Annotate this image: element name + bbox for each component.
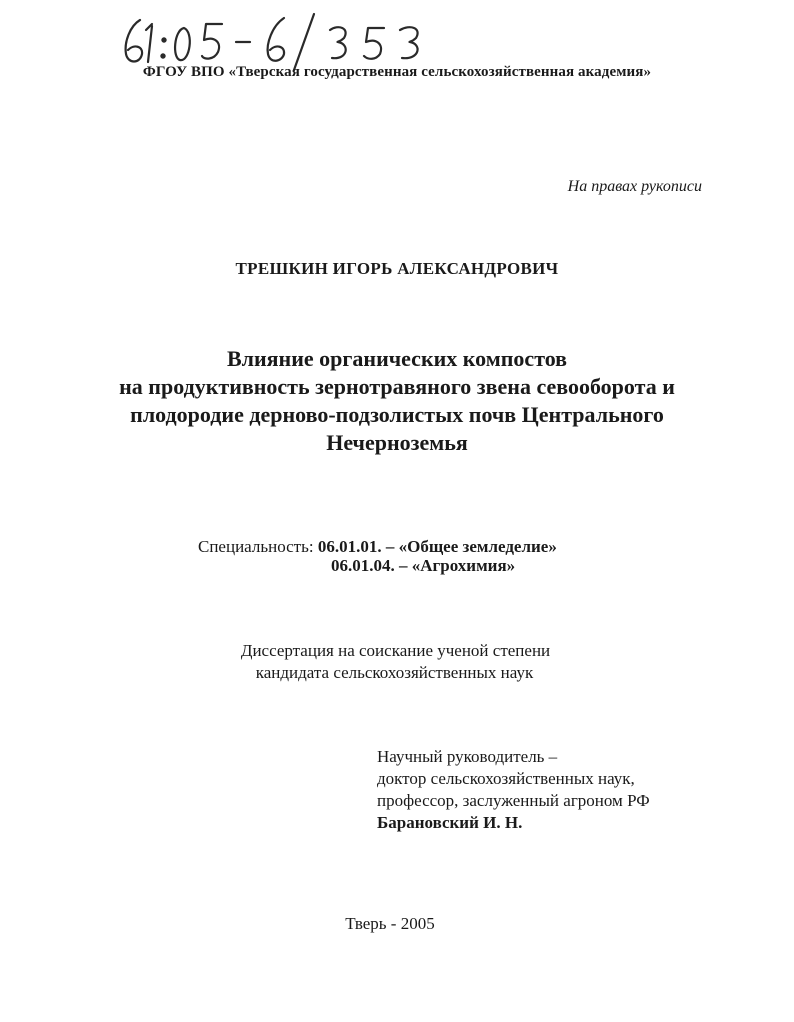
specialty-code-agrochemistry: 06.01.04. – «Агрохимия» <box>331 556 516 575</box>
title-line: Нечерноземья <box>326 430 468 455</box>
specialty-line-1 <box>198 537 557 557</box>
degree-line-1: Диссертация на соискание ученой степени <box>240 641 551 660</box>
title-line: Влияние органических компостов <box>226 346 568 371</box>
specialty-code-general-agriculture: 06.01.01. – «Общее земледелие» <box>317 537 557 556</box>
specialty-line-2 <box>331 556 515 576</box>
supervisor-name: Барановский И. Н. <box>377 813 523 832</box>
title-line: на продуктивность зернотравяного звена севооборота и <box>119 374 675 399</box>
specialty-label: Специальность: <box>198 537 314 556</box>
city-year-text: Тверь - 2005 <box>345 914 435 933</box>
title-line: плодородие дерново-подзолистых почв Центрального <box>130 402 664 427</box>
city-year <box>0 914 794 934</box>
institution-name: ФГОУ ВПО «Тверская государственная сельскохозяйственная академия» <box>142 64 652 80</box>
rights-note: На правах рукописи <box>567 178 702 195</box>
dissertation-title <box>60 345 734 457</box>
supervisor-block <box>377 746 650 834</box>
dissertation-degree <box>0 640 794 684</box>
supervisor-degree: доктор сельскохозяйственных наук, <box>377 769 635 788</box>
supervisor-title: профессор, заслуженный агроном РФ <box>377 791 650 810</box>
degree-line-2: кандидата сельскохозяйственных наук <box>255 663 534 682</box>
author-name: ТРЕШКИН ИГОРЬ АЛЕКСАНДРОВИЧ <box>235 259 559 278</box>
supervisor-role: Научный руководитель – <box>377 747 558 766</box>
